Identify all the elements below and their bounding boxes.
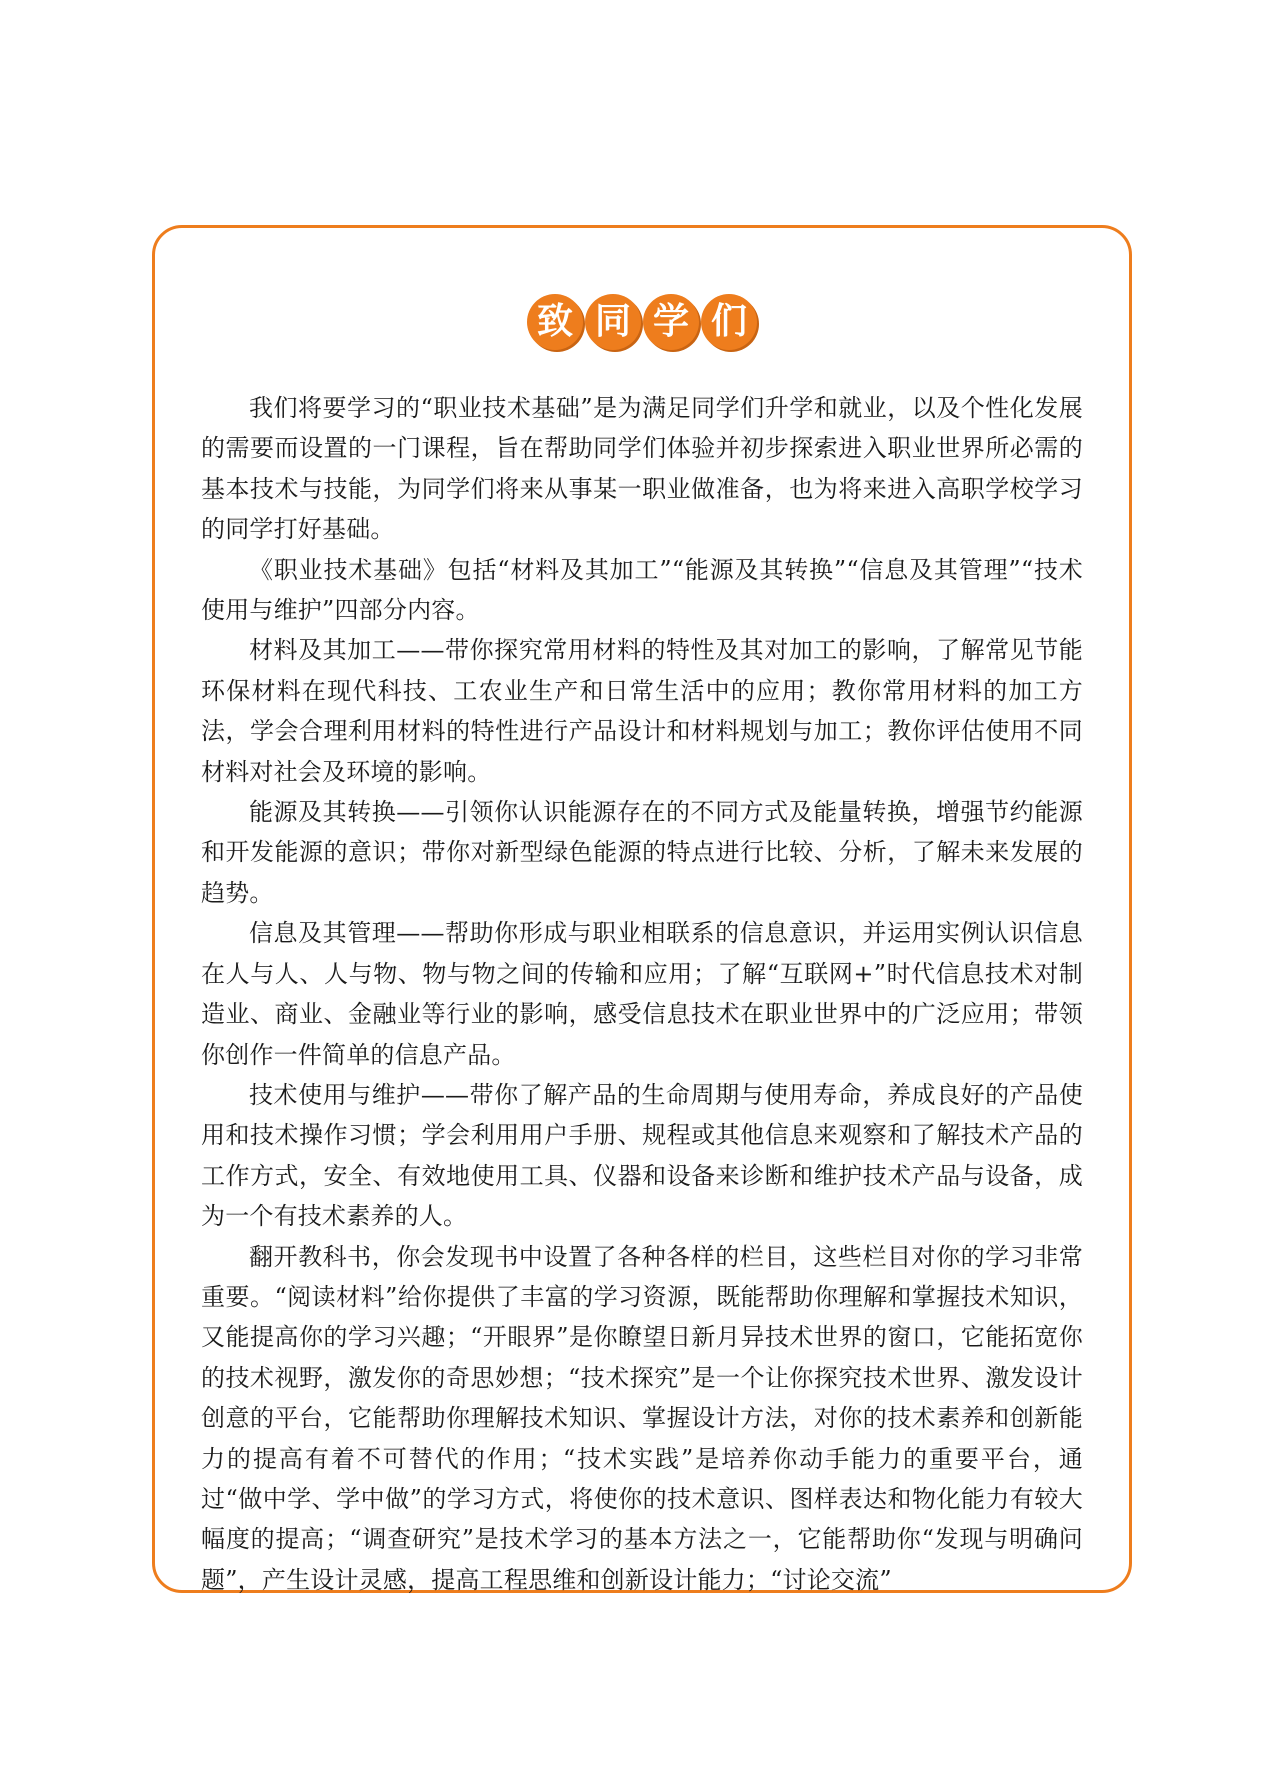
paragraph-columns: 翻开教科书，你会发现书中设置了各种各样的栏目，这些栏目对你的学习非常重要。“阅读材料”给你提供了丰富的学习资源，既能帮助你理解和掌握技术知识，又能提高你的学习兴趣；“开眼界”是你瞭望日新月异技术世界的窗口，它能拓宽你的技术视野，激发你的奇思妙想；“技术探究”是一个让你探究技术世界、激发设计创意的平台，它能帮助你理解技术知识、掌握设计方法，对你的技术素养和创新能力的提高有着不可替代的作用；“技术实践”是培养你动手能力的重要平台，通过“做中学、学中做”的学习方式，将使你的技术意识、图样表达和物化能力有较大幅度的提高；“调查研究”是技术学习的基本方法之一，它能帮助你“发现与明确问题”，产生设计灵感，提高工程思维和创新设计能力；“讨论交流” — [201, 1242, 1083, 1594]
title-char-1: 致 — [527, 294, 583, 350]
title-char-4: 们 — [701, 294, 757, 350]
paragraph-maintenance: 技术使用与维护——带你了解产品的生命周期与使用寿命，养成良好的产品使用和技术操作习惯；学会利用用户手册、规程或其他信息来观察和了解技术产品的工作方式，安全、有效地使用工具、仪器和设备来诊断和维护技术产品与设备，成为一个有技术素养的人。 — [201, 1080, 1083, 1231]
title-char-3: 学 — [643, 294, 699, 350]
page-title — [155, 294, 1129, 350]
paragraph-materials: 材料及其加工——带你探究常用材料的特性及其对加工的影响，了解常见节能环保材料在现代科技、工农业生产和日常生活中的应用；教你常用材料的加工方法，学会合理利用材料的特性进行产品设计和材料规划与加工；教你评估使用不同材料对社会及环境的影响。 — [201, 636, 1083, 786]
letter-body — [201, 388, 1083, 1600]
paragraph-intro: 我们将要学习的“职业技术基础”是为满足同学们升学和就业，以及个性化发展的需要而设置的一门课程，旨在帮助同学们体验并初步探索进入职业世界所必需的基本技术与技能，为同学们将来从事某一职业做准备，也为将来进入高职学校学习的同学打好基础。 — [201, 394, 1083, 544]
title-char-2: 同 — [585, 294, 641, 350]
paragraph-energy: 能源及其转换——引领你认识能源存在的不同方式及能量转换，增强节约能源和开发能源的意识；带你对新型绿色能源的特点进行比较、分析，了解未来发展的趋势。 — [201, 798, 1083, 907]
content-frame — [152, 225, 1132, 1593]
paragraph-contents: 《职业技术基础》包括“材料及其加工”“能源及其转换”“信息及其管理”“技术使用与维护”四部分内容。 — [201, 555, 1083, 625]
paragraph-information: 信息及其管理——帮助你形成与职业相联系的信息意识，并运用实例认识信息在人与人、人与物、物与物之间的传输和应用；了解“互联网+”时代信息技术对制造业、商业、金融业等行业的影响，感受信息技术在职业世界中的广泛应用；带领你创作一件简单的信息产品。 — [201, 919, 1083, 1069]
